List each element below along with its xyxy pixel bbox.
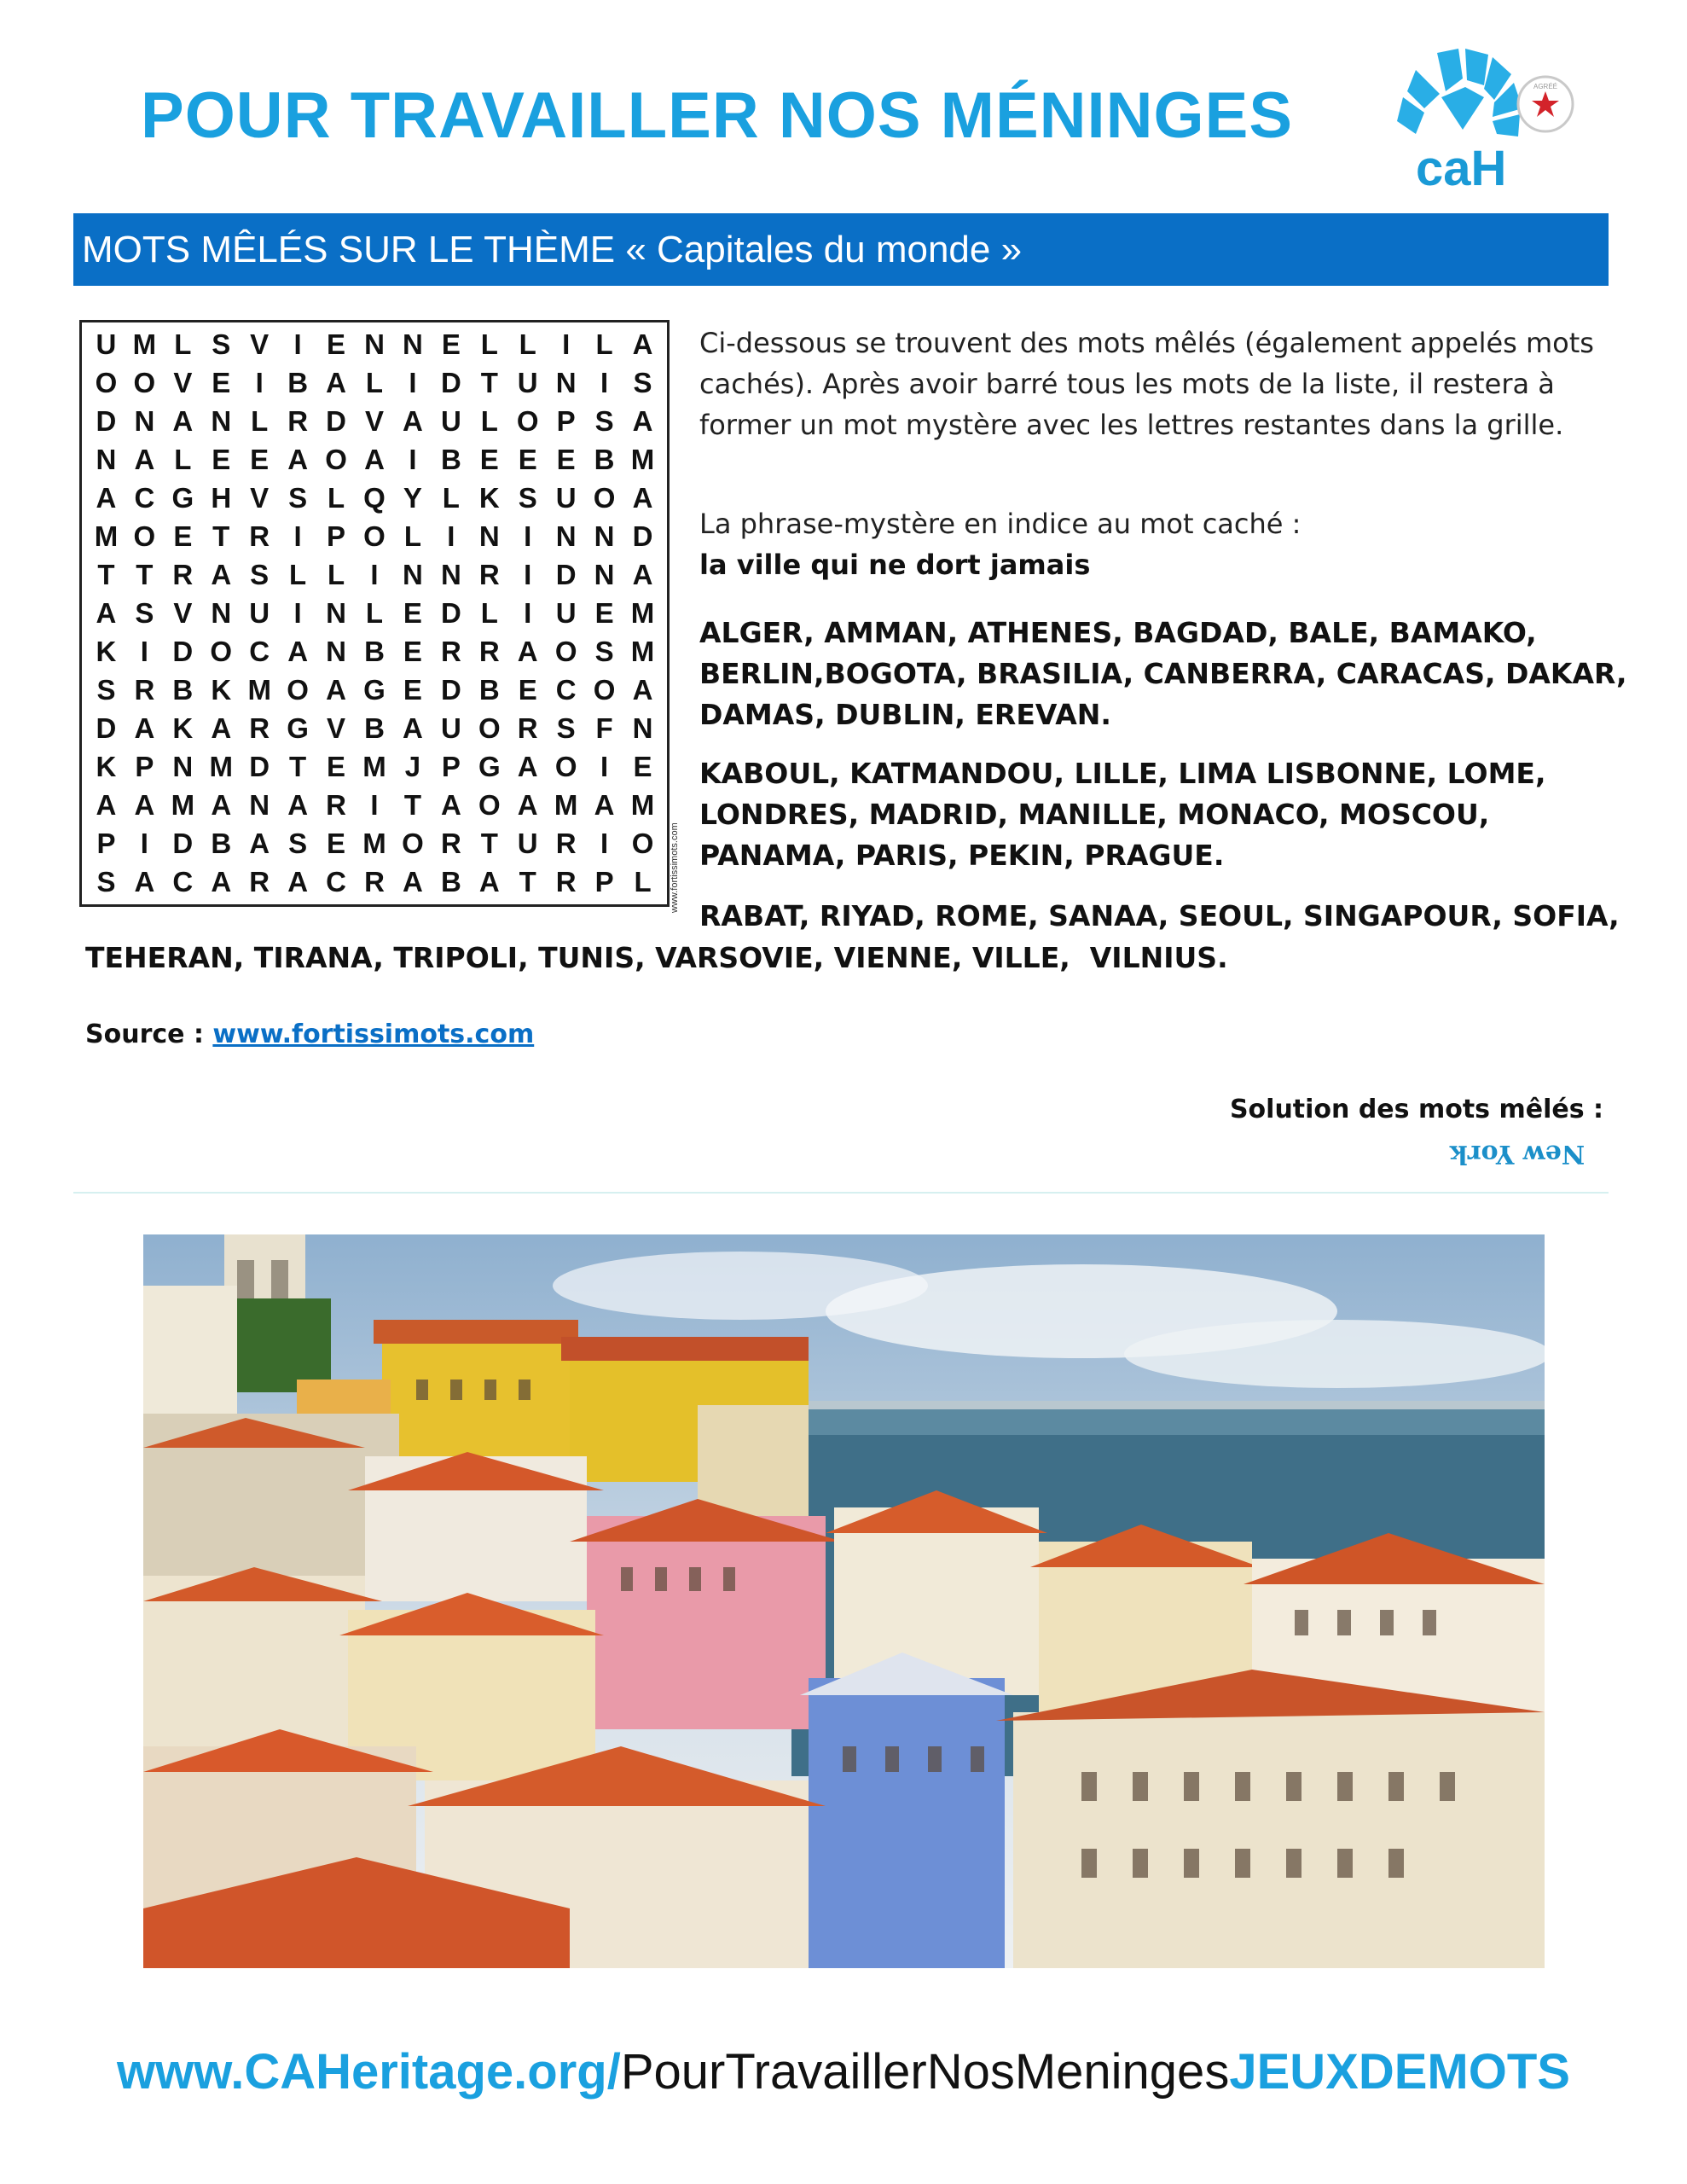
grid-letter[interactable]: E <box>441 328 461 361</box>
grid-letter[interactable]: K <box>172 712 194 744</box>
grid-letter[interactable]: N <box>440 559 461 591</box>
grid-letter[interactable]: S <box>212 328 231 361</box>
grid-letter[interactable]: S <box>96 865 116 897</box>
grid-letter[interactable]: S <box>594 635 614 667</box>
grid-letter[interactable]: N <box>134 405 155 438</box>
grid-letter[interactable]: A <box>632 405 653 438</box>
grid-letter[interactable]: B <box>364 712 385 744</box>
grid-letter[interactable]: A <box>478 865 500 897</box>
grid-letter[interactable]: L <box>174 444 192 476</box>
grid-letter[interactable]: N <box>555 367 577 399</box>
grid-letter[interactable]: K <box>96 750 117 782</box>
grid-letter[interactable]: D <box>555 559 577 591</box>
grid-letter[interactable]: O <box>554 750 577 782</box>
grid-letter[interactable]: B <box>364 635 385 667</box>
grid-letter[interactable]: O <box>478 788 501 821</box>
grid-letter[interactable]: L <box>365 367 384 399</box>
grid-letter[interactable]: U <box>555 596 577 629</box>
grid-letter[interactable]: C <box>249 635 270 667</box>
grid-letter[interactable]: A <box>287 444 309 476</box>
grid-letter[interactable]: O <box>593 673 616 706</box>
grid-letter[interactable]: A <box>287 865 309 897</box>
grid-letter[interactable]: T <box>519 865 536 897</box>
grid-letter[interactable]: L <box>327 482 345 514</box>
grid-letter[interactable]: U <box>555 482 577 514</box>
grid-letter[interactable]: B <box>172 673 194 706</box>
grid-letter[interactable]: D <box>96 405 117 438</box>
grid-letter[interactable]: N <box>478 520 500 553</box>
grid-letter[interactable]: T <box>289 750 307 782</box>
grid-letter[interactable]: A <box>287 788 309 821</box>
grid-letter[interactable]: R <box>172 559 194 591</box>
grid-letter[interactable]: A <box>403 405 423 438</box>
grid-letter[interactable]: A <box>632 328 653 361</box>
grid-letter[interactable]: A <box>134 712 155 744</box>
grid-letter[interactable]: I <box>293 596 302 629</box>
grid-letter[interactable]: S <box>594 405 614 438</box>
grid-letter[interactable]: A <box>632 673 653 706</box>
grid-letter[interactable]: G <box>287 712 309 744</box>
grid-letter[interactable]: I <box>255 367 264 399</box>
grid-letter[interactable]: N <box>211 405 232 438</box>
grid-letter[interactable]: N <box>96 444 117 476</box>
grid-letter[interactable]: P <box>135 750 154 782</box>
grid-letter[interactable]: I <box>293 328 302 361</box>
source-label: Source : <box>85 1019 213 1049</box>
grid-letter[interactable]: S <box>135 596 154 629</box>
grid-letter[interactable]: E <box>403 596 422 629</box>
grid-letter[interactable]: O <box>95 367 118 399</box>
grid-letter[interactable]: L <box>480 405 498 438</box>
cah-logo <box>1356 44 1578 194</box>
footer-path: PourTravaillerNosMeninges <box>620 2044 1230 2100</box>
grid-letter[interactable]: I <box>447 520 455 553</box>
source-line <box>85 1019 534 1049</box>
word-list-group-3-line-2: TEHERAN, TIRANA, TRIPOLI, TUNIS, VARSOVIE, VIENNE, VILLE, VILNIUS. <box>85 941 1228 974</box>
grid-letter[interactable]: D <box>440 673 461 706</box>
grid-letter[interactable]: S <box>288 827 308 859</box>
grid-letter[interactable]: E <box>594 596 614 629</box>
grid-letter[interactable]: A <box>211 865 232 897</box>
grid-letter[interactable]: A <box>632 482 653 514</box>
grid-letter[interactable]: P <box>594 865 614 897</box>
grid-letter[interactable]: D <box>96 712 117 744</box>
grid-letter[interactable]: M <box>247 673 271 706</box>
grid-letter[interactable]: L <box>634 865 652 897</box>
grid-letter[interactable]: B <box>594 444 615 476</box>
hint-label: La phrase-mystère en indice au mot caché : <box>699 508 1301 540</box>
grid-letter[interactable]: R <box>517 712 538 744</box>
grid-letter[interactable]: C <box>172 865 194 897</box>
grid-letter[interactable]: S <box>96 673 116 706</box>
grid-letter[interactable]: D <box>440 367 461 399</box>
grid-letter[interactable]: A <box>96 482 117 514</box>
grid-letter[interactable]: O <box>133 520 156 553</box>
grid-letter[interactable]: L <box>442 482 460 514</box>
grid-letter[interactable]: C <box>134 482 155 514</box>
grid-letter[interactable]: E <box>327 827 346 859</box>
grid-letter[interactable]: N <box>594 559 615 591</box>
grid-letter[interactable]: O <box>287 673 309 706</box>
grid-letter[interactable]: N <box>632 712 653 744</box>
grid-letter[interactable]: I <box>370 788 379 821</box>
grid-letter[interactable]: K <box>96 635 117 667</box>
grid-letter[interactable]: A <box>517 750 538 782</box>
grid-letter[interactable]: A <box>632 559 653 591</box>
grid-letter[interactable]: A <box>96 788 117 821</box>
grid-letter[interactable]: Y <box>403 482 422 514</box>
grid-letter[interactable]: E <box>173 520 193 553</box>
grid-letter[interactable]: N <box>326 596 346 629</box>
grid-letter[interactable]: B <box>440 865 461 897</box>
grid-letter[interactable]: E <box>403 635 422 667</box>
grid-letter[interactable]: R <box>134 673 155 706</box>
grid-letter[interactable]: A <box>172 405 194 438</box>
grid-letter[interactable]: D <box>632 520 653 553</box>
grid-letter[interactable]: B <box>440 444 461 476</box>
grid-letter[interactable]: E <box>518 444 537 476</box>
grid-letter[interactable]: M <box>554 788 578 821</box>
grid-letter[interactable]: H <box>211 482 232 514</box>
grid-letter[interactable]: E <box>327 328 346 361</box>
grid-letter[interactable]: R <box>249 712 270 744</box>
grid-letter[interactable]: A <box>211 788 232 821</box>
grid-letter[interactable]: L <box>480 328 498 361</box>
grid-letter[interactable]: M <box>132 328 157 361</box>
grid-letter[interactable]: U <box>517 367 538 399</box>
grid-letter[interactable]: N <box>403 559 423 591</box>
grid-letter[interactable]: A <box>403 865 423 897</box>
grid-letter[interactable]: B <box>211 827 232 859</box>
grid-letter[interactable]: G <box>171 482 194 514</box>
grid-letter[interactable]: T <box>212 520 230 553</box>
grid-letter[interactable]: L <box>365 596 384 629</box>
grid-letter[interactable]: K <box>478 482 500 514</box>
grid-letter[interactable]: C <box>555 673 577 706</box>
grid-letter[interactable]: R <box>555 827 577 859</box>
grid-credit: www.fortissimots.com <box>670 822 680 913</box>
grid-letter[interactable]: A <box>211 712 232 744</box>
grid-letter[interactable]: A <box>517 788 538 821</box>
grid-letter[interactable]: D <box>249 750 270 782</box>
grid-letter[interactable]: I <box>524 520 532 553</box>
grid-letter[interactable]: D <box>172 635 194 667</box>
grid-letter[interactable]: I <box>370 559 379 591</box>
grid-letter[interactable]: J <box>404 750 421 782</box>
grid-letter[interactable]: E <box>250 444 270 476</box>
grid-letter[interactable]: O <box>516 405 539 438</box>
grid-letter[interactable]: A <box>326 367 346 399</box>
cah-flower-icon <box>1397 49 1522 136</box>
word-list-group-2: KABOUL, KATMANDOU, LILLE, LIMA LISBONNE, LOME, LONDRES, MADRID, MANILLE, MONACO, MOSCOU, PANAMA, PARIS, PEKIN, PRAGUE. <box>699 757 1546 872</box>
grid-letter[interactable]: R <box>440 827 461 859</box>
grid-letter[interactable]: F <box>595 712 613 744</box>
grid-letter[interactable]: U <box>440 405 461 438</box>
word-list-group-3-line-1: RABAT, RIYAD, ROME, SANAA, SEOUL, SINGAPOUR, SOFIA, <box>699 899 1620 932</box>
grid-letter[interactable]: M <box>94 520 119 553</box>
divider <box>73 1192 1609 1194</box>
grid-letter[interactable]: R <box>555 865 577 897</box>
logo-text: caH <box>1416 141 1507 194</box>
grid-letter[interactable]: E <box>479 444 499 476</box>
grid-letter[interactable]: P <box>96 827 116 859</box>
grid-letter[interactable]: M <box>630 635 655 667</box>
grid-letter[interactable]: N <box>211 596 232 629</box>
grid-letter[interactable]: N <box>594 520 615 553</box>
source-link[interactable]: www.fortissimots.com <box>212 1019 535 1049</box>
grid-letter[interactable]: M <box>209 750 233 782</box>
word-list-group-1: ALGER, AMMAN, ATHENES, BAGDAD, BALE, BAMAKO, BERLIN,BOGOTA, BRASILIA, CANBERRA, CARACAS, DAKAR, DAMAS, DUBLIN, EREVAN. <box>699 616 1627 731</box>
grid-letter[interactable]: S <box>250 559 270 591</box>
grid-letter[interactable]: D <box>440 596 461 629</box>
grid-letter[interactable]: O <box>363 520 386 553</box>
grid-letter[interactable]: S <box>633 367 652 399</box>
grid-letter[interactable]: L <box>403 520 421 553</box>
grid-letter[interactable]: A <box>594 788 615 821</box>
solution-answer-upside-down: New York <box>1450 1139 1586 1169</box>
intro-paragraph: Ci-dessous se trouvent des mots mêlés (également appelés mots cachés). Après avoir barré tous les mots de la liste, il restera à former un mot mystère avec les lettres restantes dans la grille. <box>699 327 1594 441</box>
badge-text: AGRÉÉ <box>1533 83 1558 90</box>
grid-letter[interactable]: V <box>364 405 384 438</box>
grid-letter[interactable]: V <box>327 712 346 744</box>
grid-letter[interactable]: A <box>134 444 155 476</box>
grid-letter[interactable]: N <box>249 788 270 821</box>
grid-letter[interactable]: T <box>97 559 115 591</box>
grid-letter[interactable]: E <box>403 673 422 706</box>
grid-letter[interactable]: E <box>518 673 537 706</box>
grid-letter[interactable]: P <box>556 405 576 438</box>
grid-letter[interactable]: R <box>249 865 270 897</box>
section-banner: MOTS MÊLÉS SUR LE THÈME « Capitales du monde » <box>73 213 1609 286</box>
grid-letter[interactable]: O <box>402 827 424 859</box>
solution-label: Solution des mots mêlés : <box>1229 1095 1603 1124</box>
grid-letter[interactable]: O <box>593 482 616 514</box>
grid-letter[interactable]: O <box>631 827 654 859</box>
hint-answer: la ville qui ne dort jamais <box>699 549 1091 581</box>
grid-letter[interactable]: M <box>630 444 655 476</box>
grid-letter[interactable]: I <box>524 596 532 629</box>
grid-letter[interactable]: M <box>362 827 386 859</box>
grid-letter[interactable]: D <box>172 827 194 859</box>
grid-letter[interactable]: B <box>287 367 309 399</box>
grid-letter[interactable]: O <box>325 444 347 476</box>
grid-letter[interactable]: E <box>327 750 346 782</box>
grid-letter[interactable]: T <box>480 367 498 399</box>
grid-letter[interactable]: O <box>554 635 577 667</box>
grid-letter[interactable]: I <box>600 367 609 399</box>
grid-letter[interactable]: G <box>363 673 386 706</box>
grid-letter[interactable]: R <box>287 405 309 438</box>
grid-letter[interactable]: T <box>136 559 154 591</box>
grid-letter[interactable]: L <box>595 328 613 361</box>
grid-letter[interactable]: M <box>171 788 195 821</box>
grid-letter[interactable]: A <box>403 712 423 744</box>
grid-letter[interactable]: V <box>173 367 193 399</box>
grid-letter[interactable]: A <box>440 788 461 821</box>
grid-letter[interactable]: S <box>556 712 576 744</box>
word-search-grid[interactable] <box>79 320 670 907</box>
grid-letter[interactable]: A <box>96 596 117 629</box>
grid-letter[interactable]: L <box>327 559 345 591</box>
grid-letter[interactable]: O <box>133 367 156 399</box>
grid-letter[interactable]: I <box>409 444 417 476</box>
grid-letter[interactable]: L <box>519 328 536 361</box>
grid-letter[interactable]: A <box>249 827 270 859</box>
grid-letter[interactable]: U <box>96 328 117 361</box>
grid-letter[interactable]: O <box>478 712 501 744</box>
grid-letter[interactable]: C <box>326 865 346 897</box>
grid-letter[interactable]: E <box>212 367 231 399</box>
grid-letter[interactable]: S <box>518 482 537 514</box>
grid-letter[interactable]: I <box>140 635 148 667</box>
grid-letter[interactable]: K <box>211 673 232 706</box>
grid-letter[interactable]: N <box>326 635 346 667</box>
grid-letter[interactable]: A <box>364 444 385 476</box>
grid-letter[interactable]: M <box>630 788 655 821</box>
grid-letter[interactable]: O <box>210 635 233 667</box>
grid-letter[interactable]: R <box>478 559 500 591</box>
grid-letter[interactable]: A <box>287 635 309 667</box>
grid-letter[interactable]: U <box>249 596 270 629</box>
grid-letter[interactable]: R <box>440 635 461 667</box>
grid-letter[interactable]: N <box>555 520 577 553</box>
grid-letter[interactable]: I <box>409 367 417 399</box>
grid-letter[interactable]: M <box>362 750 386 782</box>
footer-url[interactable] <box>0 2043 1687 2100</box>
grid-letter[interactable]: I <box>600 750 609 782</box>
city-photo <box>143 1234 1545 1968</box>
grid-letter[interactable]: Q <box>363 482 386 514</box>
grid-letter[interactable]: R <box>326 788 346 821</box>
footer-domain: www.CAHeritage.org/ <box>117 2044 621 2100</box>
grid-letter[interactable]: I <box>600 827 609 859</box>
grid-letter[interactable]: B <box>478 673 500 706</box>
grid-letter[interactable]: I <box>524 559 532 591</box>
grid-letter[interactable]: A <box>326 673 346 706</box>
grid-letter[interactable]: A <box>134 865 155 897</box>
grid-letter[interactable]: E <box>212 444 231 476</box>
grid-letter[interactable]: R <box>249 520 270 553</box>
grid-letter[interactable]: P <box>441 750 461 782</box>
grid-letter[interactable]: U <box>517 827 538 859</box>
grid-letter[interactable]: T <box>480 827 498 859</box>
grid-letter[interactable]: S <box>288 482 308 514</box>
grid-letter[interactable]: V <box>250 328 270 361</box>
grid-letter[interactable]: L <box>480 596 498 629</box>
grid-letter[interactable]: R <box>478 635 500 667</box>
grid-letter[interactable]: D <box>326 405 346 438</box>
grid-letter[interactable]: E <box>556 444 576 476</box>
grid-letter[interactable]: N <box>172 750 194 782</box>
grid-letter[interactable]: L <box>251 405 269 438</box>
grid-letter[interactable]: I <box>140 827 148 859</box>
grid-letter[interactable]: A <box>134 788 155 821</box>
accreditation-badge <box>1518 77 1573 131</box>
grid-letter[interactable]: A <box>211 559 232 591</box>
footer-keyword: JEUXDEMOTS <box>1229 2044 1570 2100</box>
grid-letter[interactable]: L <box>174 328 192 361</box>
grid-letter[interactable]: N <box>403 328 423 361</box>
grid-letter[interactable]: G <box>478 750 501 782</box>
grid-letter[interactable]: N <box>364 328 385 361</box>
grid-letter[interactable]: V <box>250 482 270 514</box>
grid-letter[interactable]: M <box>630 596 655 629</box>
grid-letter[interactable]: R <box>364 865 385 897</box>
grid-letter[interactable]: T <box>403 788 421 821</box>
grid-letter[interactable]: A <box>517 635 538 667</box>
grid-letter[interactable]: I <box>293 520 302 553</box>
grid-letter[interactable]: E <box>633 750 652 782</box>
grid-letter[interactable]: P <box>327 520 346 553</box>
grid-letter[interactable]: U <box>440 712 461 744</box>
grid-letter[interactable]: I <box>562 328 571 361</box>
grid-letter[interactable]: V <box>173 596 193 629</box>
page-title: POUR TRAVAILLER NOS MÉNINGES <box>141 79 1294 152</box>
grid-letter[interactable]: L <box>289 559 307 591</box>
